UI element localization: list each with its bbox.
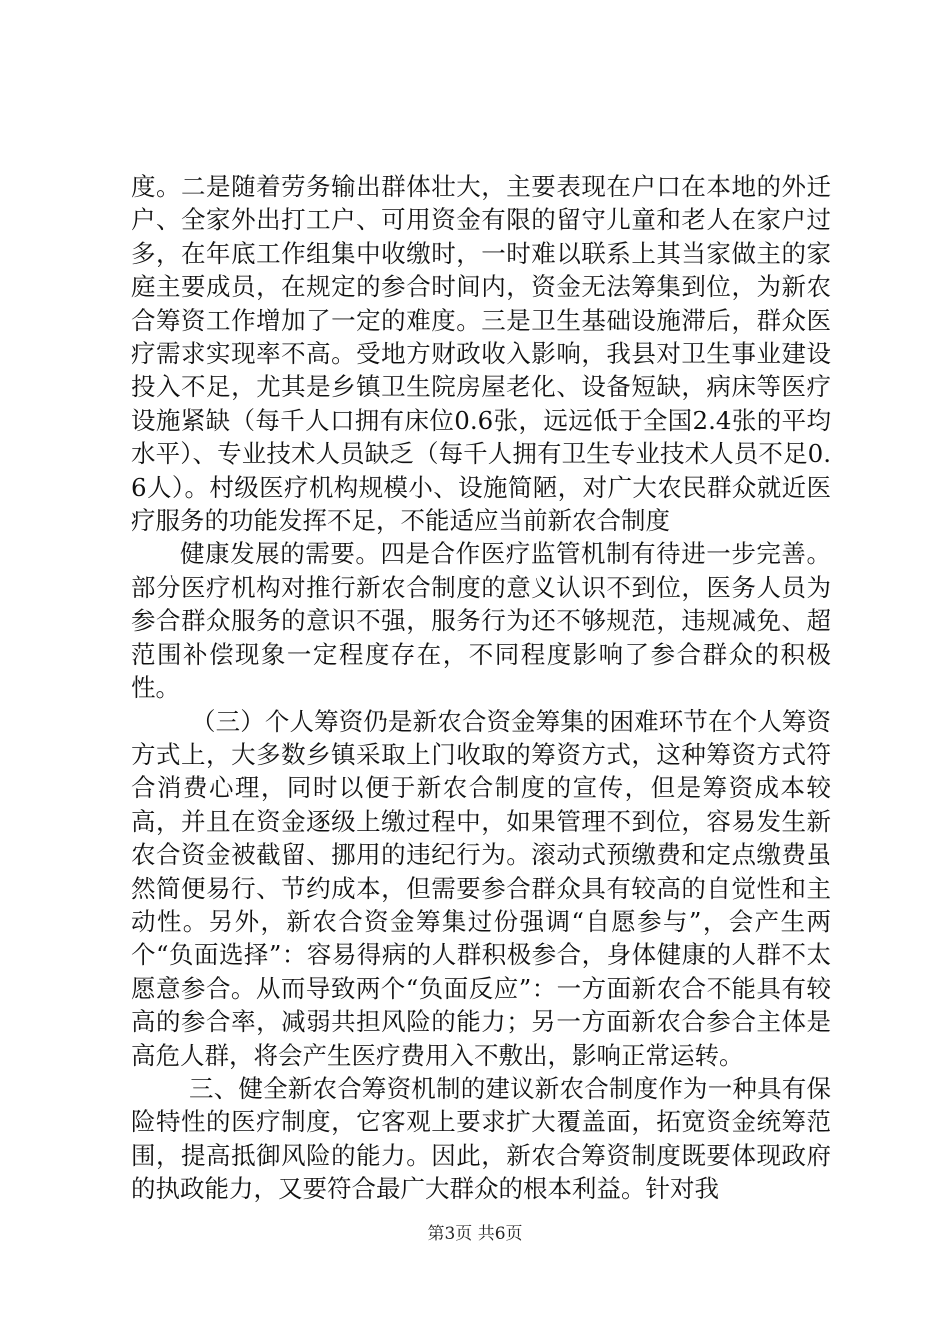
page-number-footer: 第3页 共6页 bbox=[427, 1224, 523, 1244]
paragraph-section-three-sub: （三）个人筹资仍是新农合资金筹集的困难环节在个人筹资方式上，大多数乡镇采取上门收取的筹资方式，这种筹资方式符合消费心理，同时以便于新农合制度的宣传，但是筹资成本较高，并且在资金逐级上缴过程中，如果管理不到位，容易发生新农合资金被截留、挪用的违纪行为。滚动式预缴费和定点缴费虽然简便易行、节约成本，但需要参合群众具有较高的自觉性和主动性。另外，新农合资金筹集过份强调“自愿参与”，会产生两个“负面选择”：容易得病的人群积极参合，身体健康的人群不太愿意参合。从而导致两个“负面反应”：一方面新农合不能具有较高的参合率，减弱共担风险的能力；另一方面新农合参合主体是高危人群，将会产生医疗费用入不敷出，影响正常运转。 bbox=[131, 706, 831, 1070]
paragraph-point-four: 健康发展的需要。四是合作医疗监管机制有待进一步完善。部分医疗机构对推行新农合制度的意义认识不到位，医务人员为参合群众服务的意识不强，服务行为还不够规范，违规减免、超范围补偿现象一定程度存在，不同程度影响了参合群众的积极性。 bbox=[131, 539, 831, 703]
paragraph-section-three-heading: 三、健全新农合筹资机制的建议新农合制度作为一种具有保险特性的医疗制度，它客观上要求扩大覆盖面，拓宽资金统筹范围，提高抵御风险的能力。因此，新农合筹资制度既要体现政府的执政能力，又要符合最广大群众的根本利益。针对我 bbox=[131, 1073, 831, 1204]
document-body bbox=[131, 170, 831, 1206]
paragraph-continuation: 度。二是随着劳务输出群体壮大，主要表现在户口在本地的外迁户、全家外出打工户、可用资金有限的留守儿童和老人在家户过多，在年底工作组集中收缴时，一时难以联系上其当家做主的家庭主要成员，在规定的参合时间内，资金无法筹集到位，为新农合筹资工作增加了一定的难度。三是卫生基础设施滞后，群众医疗需求实现率不高。受地方财政收入影响，我县对卫生事业建设投入不足，尤其是乡镇卫生院房屋老化、设备短缺，病床等医疗设施紧缺（每千人口拥有床位0.6张，远远低于全国2.4张的平均水平）、专业技术人员缺乏（每千人拥有卫生专业技术人员不足0.6人）。村级医疗机构规模小、设施简陋，对广大农民群众就近医疗服务的功能发挥不足，不能适应当前新农合制度 bbox=[131, 172, 831, 536]
